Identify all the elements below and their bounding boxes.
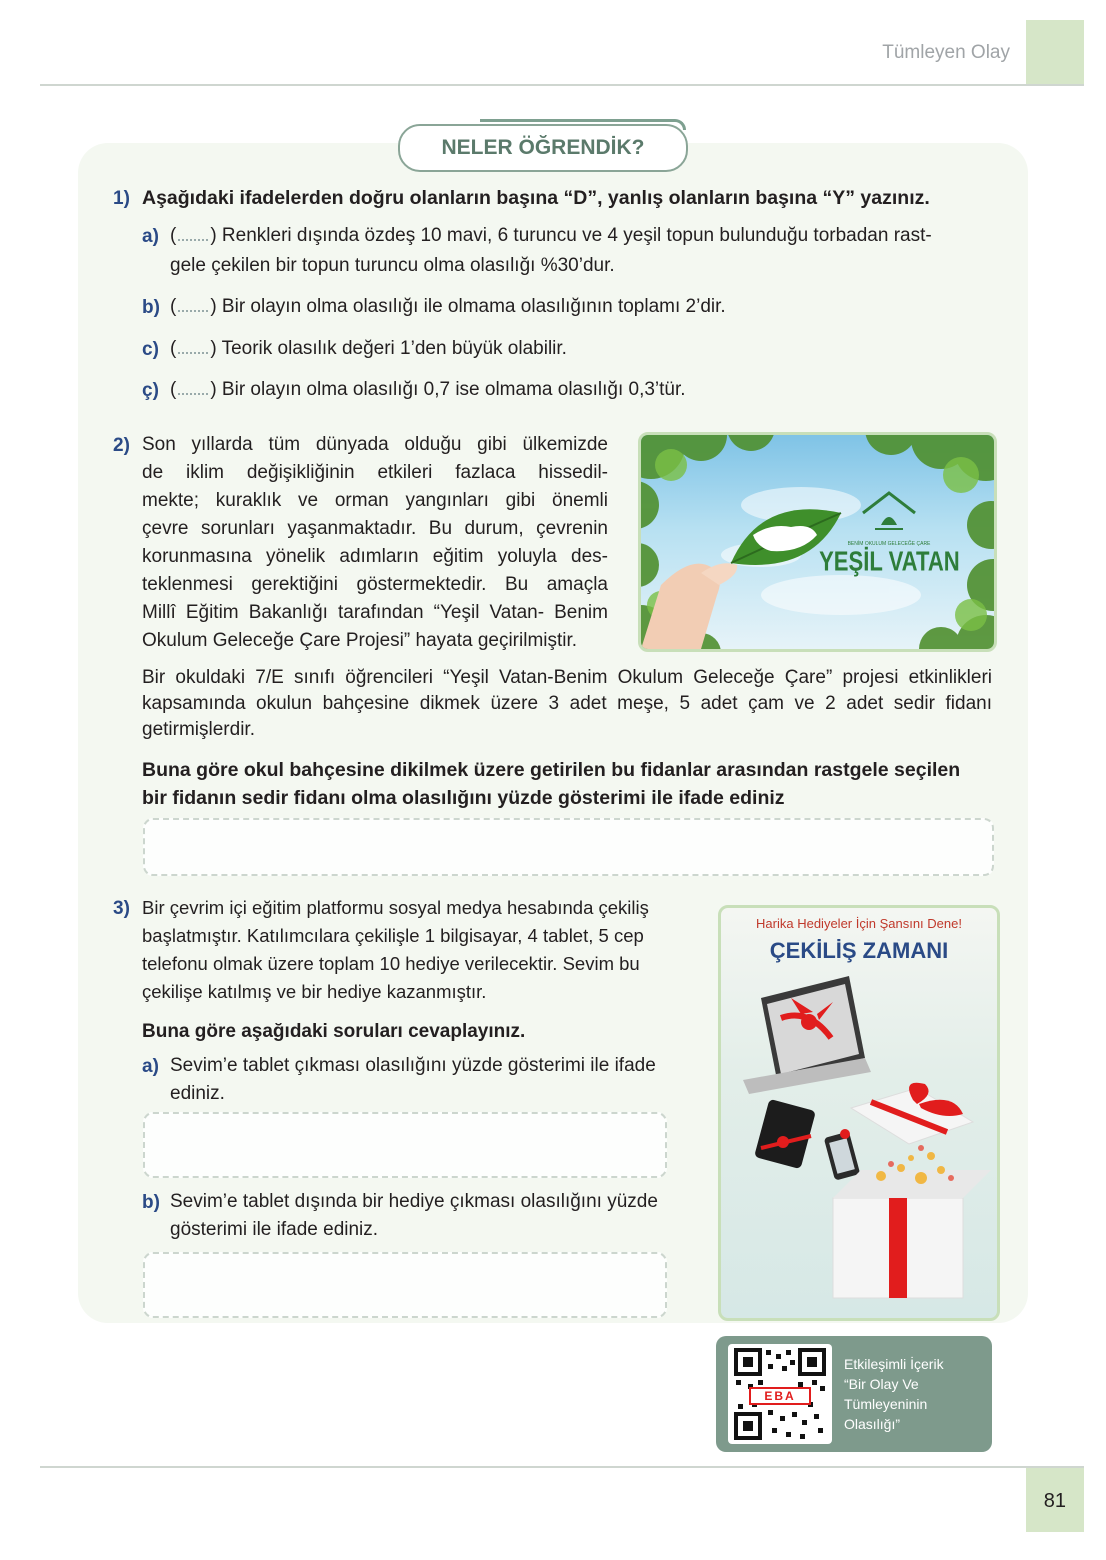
- q2-paragraph-2: [142, 664, 992, 744]
- q1-instruction: Aşağıdaki ifadelerden doğru olanların başına “D”, yanlış olanların başına “Y” yazınız.: [142, 187, 930, 209]
- q3-instruction: Buna göre aşağıdaki soruları cevaplayınız.: [142, 1021, 526, 1042]
- bottom-divider: [40, 1466, 1084, 1468]
- yesil-vatan-image: [638, 432, 997, 652]
- cekilis-title: ÇEKİLİŞ ZAMANI: [769, 938, 949, 963]
- qr-code-icon[interactable]: [728, 1344, 832, 1444]
- q1-a-line2: gele çekilen bir topun turuncu olma olasılığı %30’dur.: [170, 255, 615, 276]
- q2-para2-line: kapsamında okulun bahçesine dikmek üzere 3 adet meşe, 5 adet çam ve 2 adet sedir fidanı: [142, 693, 992, 714]
- q2-question-line: Buna göre okul bahçesine dikilmek üzere getirilen bu fidanlar arasından rastgele seçilen: [142, 759, 961, 781]
- caption-line: Tümleyeninin: [844, 1396, 928, 1412]
- q1-b-text: ( ) Bir olayın olma olasılığı ile olmama olasılığının toplamı 2’dir.: [170, 296, 726, 317]
- q2-line: Son yıllarda tüm dünyada olduğu gibi ülkemizde: [142, 434, 608, 455]
- caption-line: Olasılığı”: [844, 1416, 901, 1432]
- eba-logo: EBA: [764, 1389, 796, 1403]
- q1-number: 1): [113, 188, 130, 209]
- q2-line: teklenmesi gerektiğini göstermektedir. Bu amaçla: [142, 574, 608, 595]
- q2-para2-line: getirmişlerdir.: [142, 719, 255, 740]
- q1-cc-text: ( ) Bir olayın olma olasılığı 0,7 ise olmama olasılığı 0,3’tür.: [170, 379, 686, 400]
- q3-line: başlatmıştır. Katılımcılara çekilişle 1 bilgisayar, 4 tablet, 5 cep: [142, 925, 644, 946]
- q2-line: korunmasına yönelik adımların eğitim yoluyla des-: [142, 546, 608, 567]
- section-title: NELER ÖĞRENDİK?: [398, 124, 688, 172]
- logo-yesil-vatan: YEŞİL VATAN: [819, 546, 960, 578]
- corner-tab-top: [1026, 20, 1084, 84]
- q2-number: 2): [113, 435, 130, 456]
- laptop-icon: [743, 976, 871, 1094]
- q3-b-answer-box[interactable]: [143, 1252, 667, 1318]
- q2-line: çevre sorunları yaşanmaktadır. Bu durum, çevrenin: [142, 518, 608, 539]
- q3-line: Bir çevrim içi eğitim platformu sosyal medya hesabında çekiliş: [142, 897, 649, 918]
- yesil-vatan-illustration: [641, 435, 994, 649]
- q3-a-line2: ediniz.: [170, 1083, 225, 1104]
- cekilis-tagline: Harika Hediyeler İçin Şansını Dene!: [756, 916, 962, 931]
- q2-line: Millî Eğitim Bakanlığı tarafından “Yeşil Vatan- Benim: [142, 602, 608, 623]
- q3-b-label: b): [142, 1192, 160, 1213]
- interactive-content-panel[interactable]: [716, 1336, 992, 1452]
- logo-small-text: BENİM OKULUM GELECEĞE ÇARE: [847, 541, 931, 547]
- q1-a-label: a): [142, 226, 159, 247]
- answer-blank[interactable]: [178, 338, 208, 354]
- phone-icon: [824, 1129, 861, 1181]
- q1-cc-label: ç): [142, 380, 159, 401]
- gifts-illustration: [721, 908, 997, 1318]
- header-title: Tümleyen Olay: [882, 42, 1010, 63]
- caption-line: Etkileşimli İçerik: [844, 1356, 944, 1372]
- q1-a-line1: ( ) Renkleri dışında özdeş 10 mavi, 6 turuncu ve 4 yeşil topun bulunduğu torbadan rast-: [170, 225, 932, 246]
- q3-a-label: a): [142, 1056, 159, 1077]
- q2-line: de iklim değişikliğinin etkileri fazlaca hissedil-: [142, 462, 608, 483]
- q3-a-line1: Sevim’e tablet çıkması olasılığını yüzde gösterimi ile ifade: [170, 1055, 656, 1076]
- q3-number: 3): [113, 898, 130, 919]
- q3-b-line2: gösterimi ile ifade ediniz.: [170, 1219, 379, 1240]
- interactive-content-caption: [844, 1354, 984, 1434]
- tablet-icon: [754, 1099, 816, 1169]
- q3-b-line1: Sevim’e tablet dışında bir hediye çıkması olasılığını yüzde: [170, 1191, 658, 1212]
- q2-question: [142, 756, 992, 812]
- q1-b-label: b): [142, 297, 160, 318]
- caption-line: “Bir Olay Ve: [844, 1376, 919, 1392]
- q3-a-answer-box[interactable]: [143, 1112, 667, 1178]
- answer-blank[interactable]: [178, 225, 208, 241]
- q2-para2-line: Bir okuldaki 7/E sınıfı öğrencileri “Yeşil Vatan-Benim Okulum Geleceğe Çare” projesi etkinlikleri: [142, 667, 992, 688]
- q1-c-text: ( ) Teorik olasılık değeri 1’den büyük olabilir.: [170, 338, 567, 359]
- q1-c-label: c): [142, 339, 159, 360]
- q3-line: telefonu olmak üzere toplam 10 hediye verilecektir. Sevim bu: [142, 953, 640, 974]
- cekilis-image: [718, 905, 1000, 1321]
- q2-question-line: bir fidanın sedir fidanı olma olasılığını yüzde gösterimi ile ifade ediniz: [142, 787, 785, 809]
- answer-blank[interactable]: [178, 379, 208, 395]
- q2-line: mekte; kuraklık ve orman yangınları gibi önemli: [142, 490, 608, 511]
- q2-line: Okulum Geleceğe Çare Projesi” hayata geçirilmiştir.: [142, 630, 578, 651]
- q3-paragraph: [142, 894, 690, 1006]
- top-divider: [40, 84, 1084, 86]
- page-number: 81: [1043, 1490, 1066, 1512]
- gift-box-icon: [833, 1083, 991, 1298]
- q2-paragraph: [142, 431, 608, 655]
- q3-line: çekilişe katılmış ve bir hediye kazanmıştır.: [142, 981, 487, 1002]
- answer-blank[interactable]: [178, 296, 208, 312]
- q2-answer-box[interactable]: [143, 818, 994, 876]
